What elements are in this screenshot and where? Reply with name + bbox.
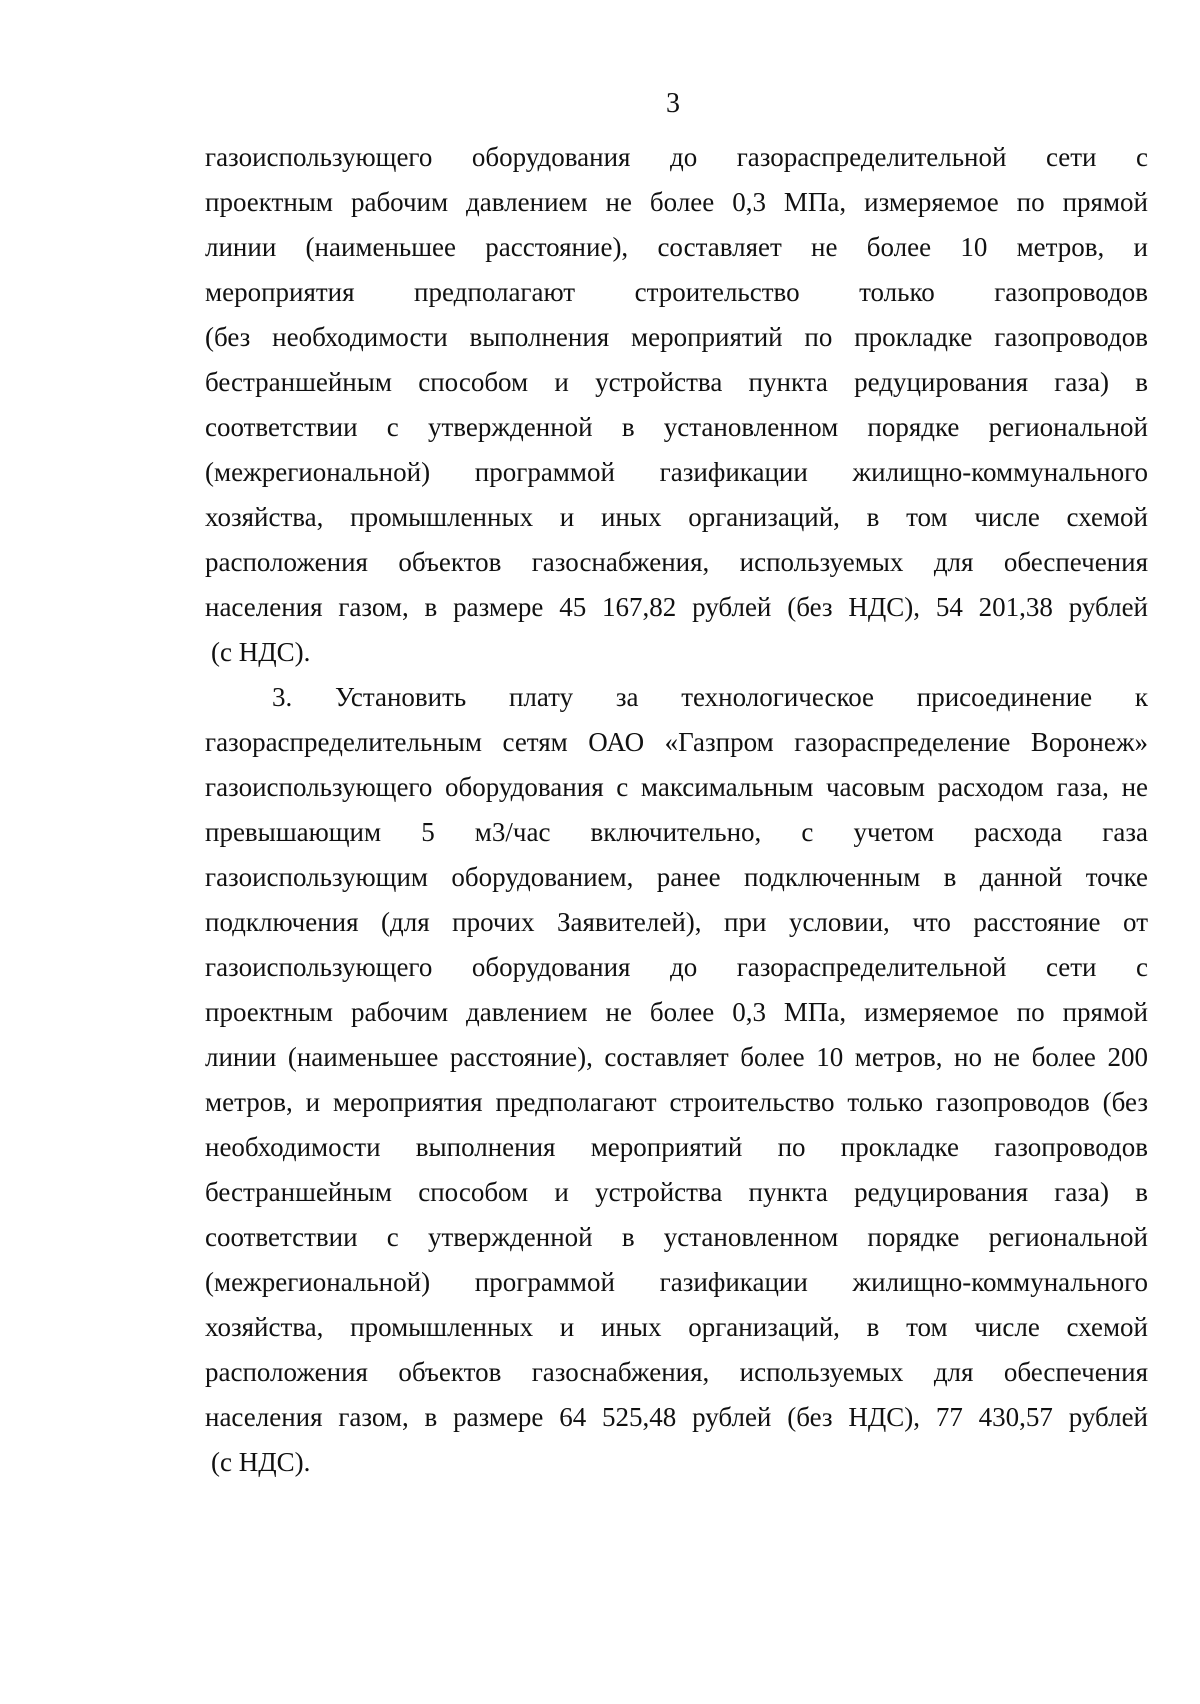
- text-line: превышающим 5 м3/час включительно, с учетом расхода газа: [205, 817, 1148, 847]
- text-line: бестраншейным способом и устройства пункта редуцирования газа) в: [205, 367, 1148, 397]
- text-line: мероприятия предполагают строительство только газопроводов: [205, 277, 1148, 307]
- text-line: хозяйства, промышленных и иных организаций, в том числе схемой: [205, 502, 1148, 532]
- text-line: газоиспользующим оборудованием, ранее подключенным в данной точке: [205, 862, 1148, 892]
- text-line: расположения объектов газоснабжения, используемых для обеспечения: [205, 547, 1148, 577]
- text-line: (межрегиональной) программой газификации жилищно-коммунального: [205, 1267, 1148, 1297]
- text-line: (с НДС).: [211, 637, 311, 667]
- text-line: газоиспользующего оборудования до газораспределительной сети с: [205, 142, 1148, 172]
- text-line: хозяйства, промышленных и иных организаций, в том числе схемой: [205, 1312, 1148, 1342]
- text-line: необходимости выполнения мероприятий по прокладке газопроводов: [205, 1132, 1148, 1162]
- text-line: 3. Установить плату за технологическое присоединение к: [272, 682, 1148, 712]
- page-number: 3: [666, 88, 680, 119]
- text-line: газоиспользующего оборудования с максимальным часовым расходом газа, не: [205, 772, 1148, 802]
- text-line: (межрегиональной) программой газификации жилищно-коммунального: [205, 457, 1148, 487]
- text-line: населения газом, в размере 64 525,48 рублей (без НДС), 77 430,57 рублей: [205, 1402, 1148, 1432]
- text-line: подключения (для прочих Заявителей), при условии, что расстояние от: [205, 907, 1148, 937]
- text-line: газораспределительным сетям ОАО «Газпром газораспределение Воронеж»: [205, 727, 1148, 757]
- text-line: линии (наименьшее расстояние), составляет более 10 метров, но не более 200: [205, 1042, 1148, 1072]
- text-line: населения газом, в размере 45 167,82 рублей (без НДС), 54 201,38 рублей: [205, 592, 1148, 622]
- text-line: соответствии с утвержденной в установленном порядке региональной: [205, 1222, 1148, 1252]
- text-line: (с НДС).: [211, 1447, 311, 1477]
- text-line: бестраншейным способом и устройства пункта редуцирования газа) в: [205, 1177, 1148, 1207]
- text-line: расположения объектов газоснабжения, используемых для обеспечения: [205, 1357, 1148, 1387]
- document-body: [205, 135, 1148, 1485]
- text-line: газоиспользующего оборудования до газораспределительной сети с: [205, 952, 1148, 982]
- text-line: соответствии с утвержденной в установленном порядке региональной: [205, 412, 1148, 442]
- text-line: линии (наименьшее расстояние), составляет не более 10 метров, и: [205, 232, 1148, 262]
- paragraph-1: [205, 135, 1148, 675]
- paragraph-2: [205, 675, 1148, 1485]
- text-line: метров, и мероприятия предполагают строительство только газопроводов (без: [205, 1087, 1148, 1117]
- text-line: проектным рабочим давлением не более 0,3 МПа, измеряемое по прямой: [205, 187, 1148, 217]
- text-line: (без необходимости выполнения мероприятий по прокладке газопроводов: [205, 322, 1148, 352]
- text-line: проектным рабочим давлением не более 0,3 МПа, измеряемое по прямой: [205, 997, 1148, 1027]
